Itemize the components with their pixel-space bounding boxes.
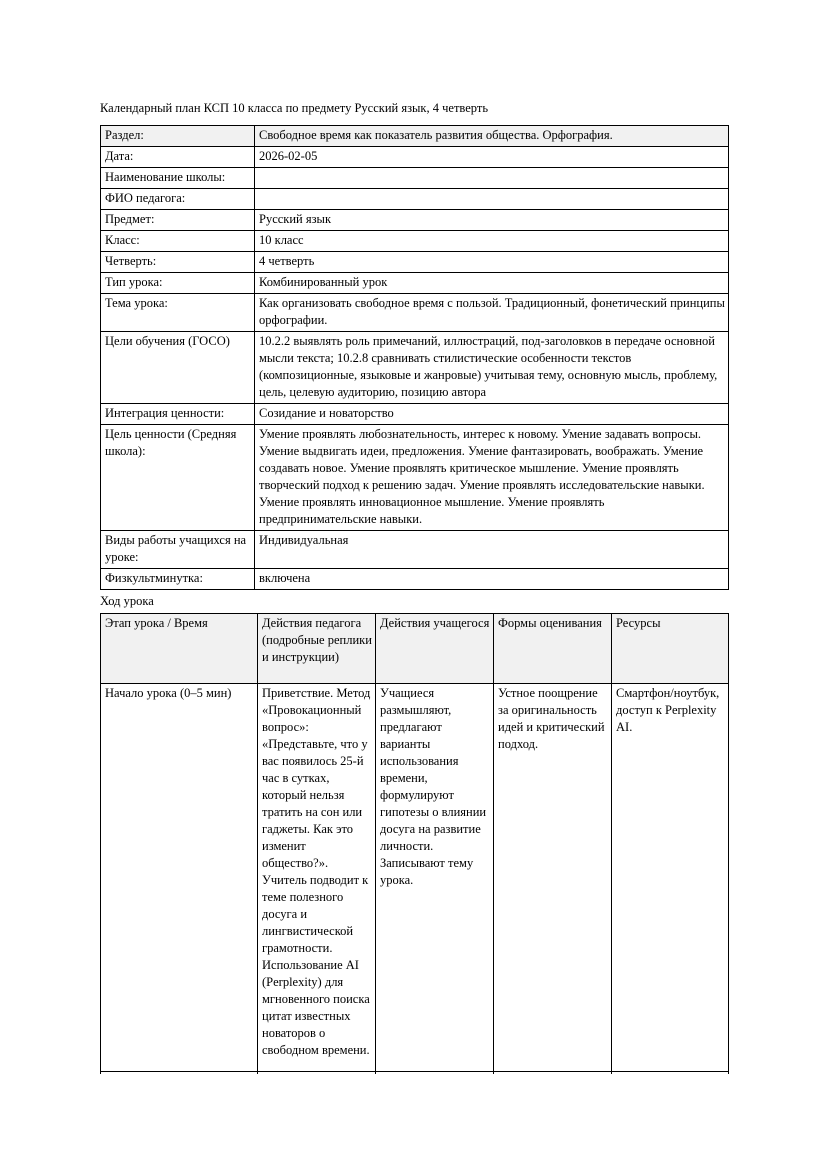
info-row-label: Виды работы учащихся на уроке: [101, 531, 255, 569]
info-row-value: 10.2.2 выявлять роль примечаний, иллюстраций, под-заголовков в передаче основной мысли текста; 10.2.8 сравнивать стилистические особенности текстов (композиционные, языковые и жанровые) учитывая тему, основную мысль, проблему, цель, целевую аудиторию, позицию автора [255, 332, 729, 404]
info-row-value: 2026-02-05 [255, 147, 729, 168]
table-row [101, 273, 729, 294]
info-row-value: Свободное время как показатель развития общества. Орфография. [255, 126, 729, 147]
info-row-label: Тема урока: [101, 294, 255, 332]
lesson-info-table [100, 125, 729, 590]
info-row-label: Физкультминутка: [101, 569, 255, 590]
info-row-value: Созидание и новаторство [255, 404, 729, 425]
info-row-label: Тип урока: [101, 273, 255, 294]
table-row [101, 531, 729, 569]
column-header: Действия учащегося [376, 614, 494, 684]
table-row [101, 210, 729, 231]
table-row [101, 425, 729, 531]
table-row [101, 231, 729, 252]
table-row [101, 252, 729, 273]
student-actions-cell: Учащиеся размышляют, предлагают варианты использования времени, формулируют гипотезы о влиянии досуга на развитие личности. Записывают тему урока. [376, 684, 494, 1072]
table-row [101, 189, 729, 210]
info-row-value: включена [255, 569, 729, 590]
table-row [101, 404, 729, 425]
info-row-value [255, 168, 729, 189]
info-row-label: Раздел: [101, 126, 255, 147]
info-row-value: Индивидуальная [255, 531, 729, 569]
resources-cell: Смартфон/ноутбук, доступ к Perplexity AI. [612, 684, 729, 1072]
table-row [101, 294, 729, 332]
info-row-label: Дата: [101, 147, 255, 168]
info-row-label: Класс: [101, 231, 255, 252]
table-row [101, 684, 729, 1072]
page-title: Календарный план КСП 10 класса по предмету Русский язык, 4 четверть [100, 101, 489, 115]
info-row-label: Интеграция ценности: [101, 404, 255, 425]
lesson-flow-table [100, 613, 729, 1144]
info-row-value: Комбинированный урок [255, 273, 729, 294]
stage-cell: Начало урока (0–5 мин) [101, 684, 258, 1072]
column-header: Действия педагога (подробные реплики и инструкции) [258, 614, 376, 684]
table-header-row [101, 614, 729, 684]
info-row-value: Умение проявлять любознательность, интерес к новому. Умение задавать вопросы. Умение выдвигать идеи, предложения. Умение фантазировать, воображать. Умение создавать новое. Умение проявлять критическое мышление. Умение проявлять творческий подход к решению задач. Умение проявлять исследовательские навыки. Умение проявлять инновационное мышление. Умение проявлять предпринимательские навыки. [255, 425, 729, 531]
info-row-label: Наименование школы: [101, 168, 255, 189]
column-header: Ресурсы [612, 614, 729, 684]
table-row [101, 147, 729, 168]
table-row [101, 332, 729, 404]
column-header: Формы оценивания [494, 614, 612, 684]
table-row [101, 126, 729, 147]
info-row-value: 4 четверть [255, 252, 729, 273]
page-bottom-margin [0, 1074, 827, 1170]
info-row-label: Четверть: [101, 252, 255, 273]
info-row-value: Русский язык [255, 210, 729, 231]
info-row-value: 10 класс [255, 231, 729, 252]
info-row-label: Предмет: [101, 210, 255, 231]
section-caption: Ход урока [100, 594, 154, 608]
info-row-label: ФИО педагога: [101, 189, 255, 210]
info-row-value [255, 189, 729, 210]
teacher-actions-cell: Приветствие. Метод «Провокационный вопрос»: «Представьте, что у вас появилось 25-й час в сутках, который нельзя тратить на сон или гаджеты. Как это изменит общество?». Учитель подводит к теме полезного досуга и лингвистической грамотности. Использование AI (Perplexity) для мгновенного поиска цитат известных новаторов о свободном времени. [258, 684, 376, 1072]
info-row-label: Цели обучения (ГОСО) [101, 332, 255, 404]
assessment-cell: Устное поощрение за оригинальность идей и критический подход. [494, 684, 612, 1072]
column-header: Этап урока / Время [101, 614, 258, 684]
info-row-label: Цель ценности (Средняя школа): [101, 425, 255, 531]
info-row-value: Как организовать свободное время с пользой. Традиционный, фонетический принципы орфографии. [255, 294, 729, 332]
table-row [101, 168, 729, 189]
table-row [101, 569, 729, 590]
